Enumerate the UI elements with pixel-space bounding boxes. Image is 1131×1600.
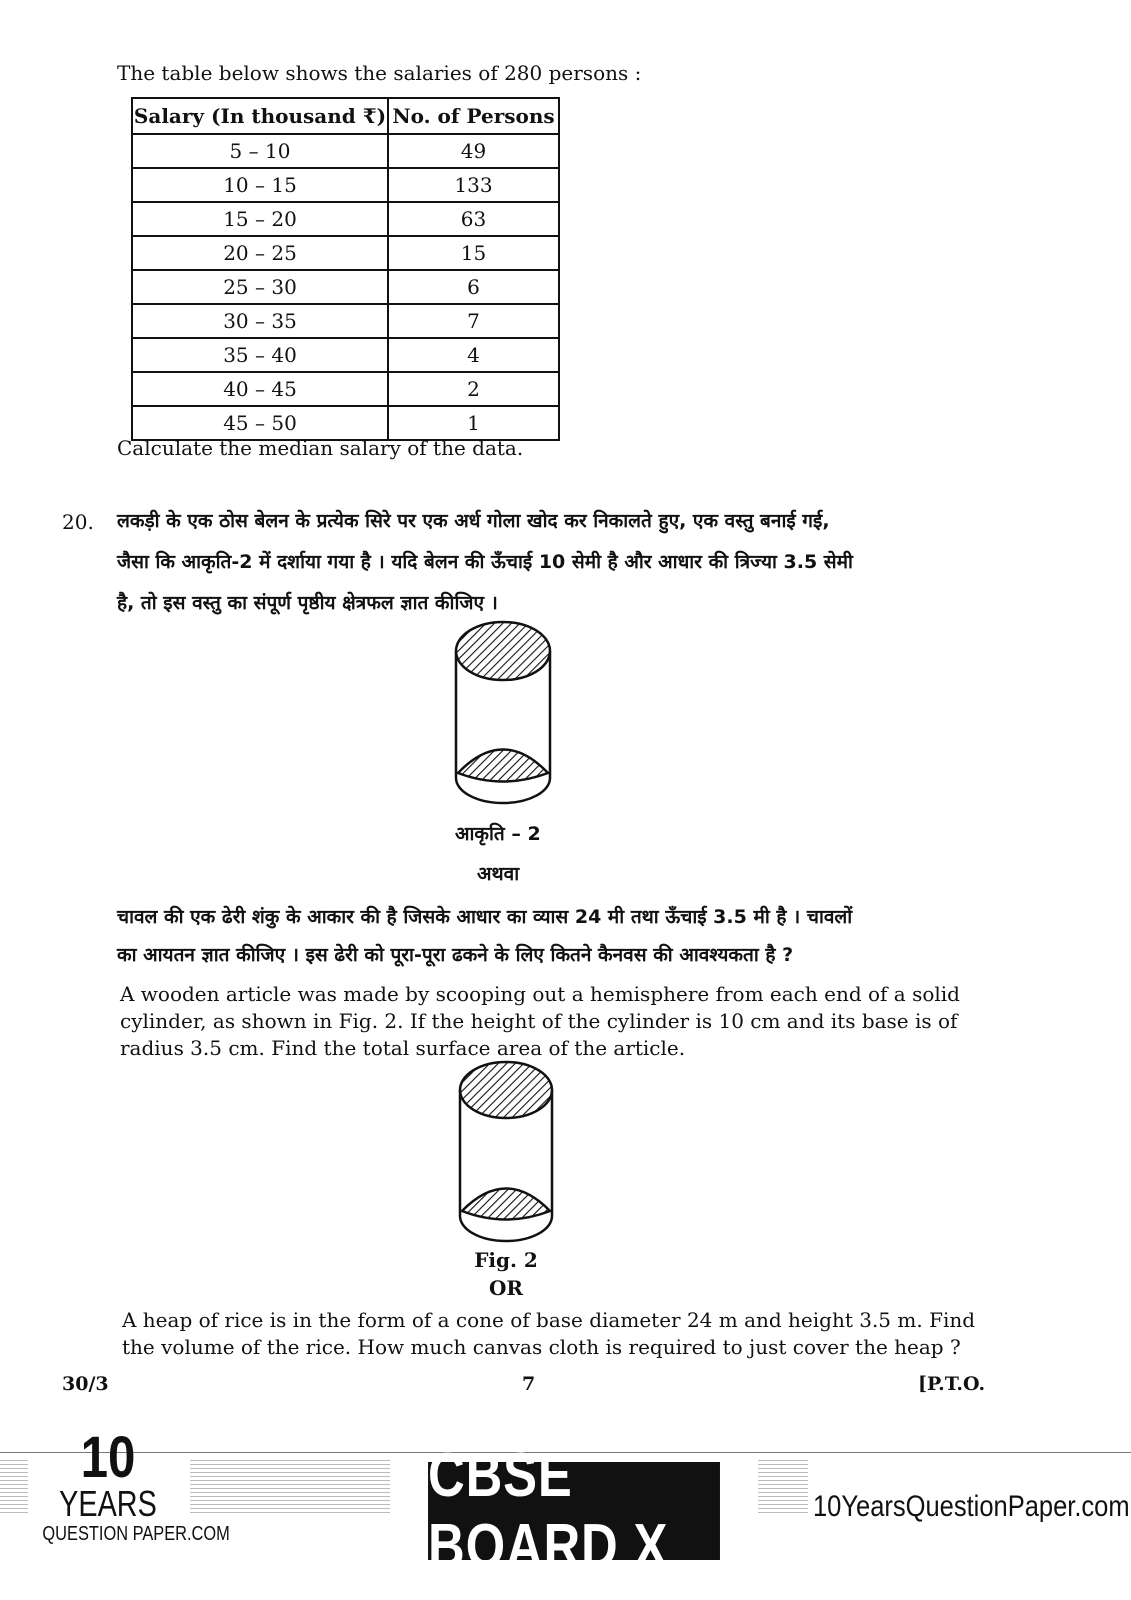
table-row [132,304,559,338]
persons-cell: 1 [388,406,559,440]
persons-cell: 133 [388,168,559,202]
site-url: 10YearsQuestionPaper.com [813,1490,1130,1523]
table-row [132,372,559,406]
board-title: CBSE BOARD X [428,1441,669,1581]
banner-stripe-left [0,1460,28,1516]
table-row [132,168,559,202]
english-alt-question-line-1: A heap of rice is in the form of a cone of base diameter 24 m and height 3.5 m. Find [122,1308,976,1332]
english-question-line-2: cylinder, as shown in Fig. 2. If the height of the cylinder is 10 cm and its base is of [120,1009,958,1033]
paper-code: 30/3 [62,1373,109,1395]
hindi-question-line-2: जैसा कि आकृति-2 में दर्शाया गया है । यदि बेलन की ऊँचाई 10 सेमी है और आधार की त्रिज्या 3.5 सेमी [117,551,853,573]
persons-cell: 2 [388,372,559,406]
persons-cell: 49 [388,134,559,168]
page-number: 7 [522,1373,536,1395]
intro-text: The table below shows the salaries of 280 persons : [117,61,642,85]
hindi-question-line-3: है, तो इस वस्तु का संपूर्ण पृष्ठीय क्षेत्रफल ज्ञात कीजिए । [117,592,498,614]
salary-cell: 35 – 40 [132,338,388,372]
table-row [132,270,559,304]
table-row [132,338,559,372]
salary-cell: 20 – 25 [132,236,388,270]
english-question-line-3: radius 3.5 cm. Find the total surface area of the article. [120,1036,686,1060]
salary-cell: 45 – 50 [132,406,388,440]
table-row [132,236,559,270]
salary-cell: 15 – 20 [132,202,388,236]
site-logo [28,1425,230,1546]
table-row [132,202,559,236]
persons-cell: 6 [388,270,559,304]
table-header-row [132,98,559,134]
salary-cell: 30 – 35 [132,304,388,338]
persons-cell: 7 [388,304,559,338]
salary-cell: 40 – 45 [132,372,388,406]
question-number: 20. [62,510,94,534]
salary-cell: 25 – 30 [132,270,388,304]
salary-cell: 10 – 15 [132,168,388,202]
banner-stripe-mid-right [758,1460,808,1516]
english-or-label: OR [488,1276,524,1300]
hindi-alt-question-line-2: का आयतन ज्ञात कीजिए । इस ढेरी को पूरा-पूरा ढकने के लिए कितने कैनवस की आवश्यकता है ? [117,944,794,966]
column-header-persons: No. of Persons [388,98,559,134]
hindi-or-label: अथवा [477,863,520,885]
median-instruction: Calculate the median salary of the data. [117,436,524,460]
cylinder-figure-english [452,1058,560,1248]
hindi-alt-question-line-1: चावल की एक ढेरी शंकु के आकार की है जिसके आधार का व्यास 24 मी तथा ऊँचाई 3.5 मी है । चावलों [117,906,853,928]
hindi-question-line-1: लकड़ी के एक ठोस बेलन के प्रत्येक सिरे पर एक अर्ध गोला खोद कर निकालते हुए, एक वस्तु बनाई गई, [117,510,830,532]
persons-cell: 63 [388,202,559,236]
english-figure-caption: Fig. 2 [474,1248,538,1272]
persons-cell: 15 [388,236,559,270]
persons-cell: 4 [388,338,559,372]
cylinder-figure-hindi [448,618,558,810]
english-question-line-1: A wooden article was made by scooping out a hemisphere from each end of a solid [120,982,960,1006]
pto-label: [P.T.O. [918,1373,986,1395]
logo-number: 10 [80,1425,136,1490]
english-alt-question-line-2: the volume of the rice. How much canvas cloth is required to just cover the heap ? [122,1335,961,1359]
hindi-figure-caption: आकृति – 2 [455,823,541,845]
logo-word: YEARS [59,1483,157,1524]
logo-subtitle: QUESTION PAPER.COM [42,1523,230,1545]
salary-cell: 5 – 10 [132,134,388,168]
table-row [132,134,559,168]
column-header-salary: Salary (In thousand ₹) [132,98,388,134]
salary-table [131,97,560,441]
board-title-banner [428,1441,720,1581]
banner-stripe-mid-left [190,1460,390,1516]
